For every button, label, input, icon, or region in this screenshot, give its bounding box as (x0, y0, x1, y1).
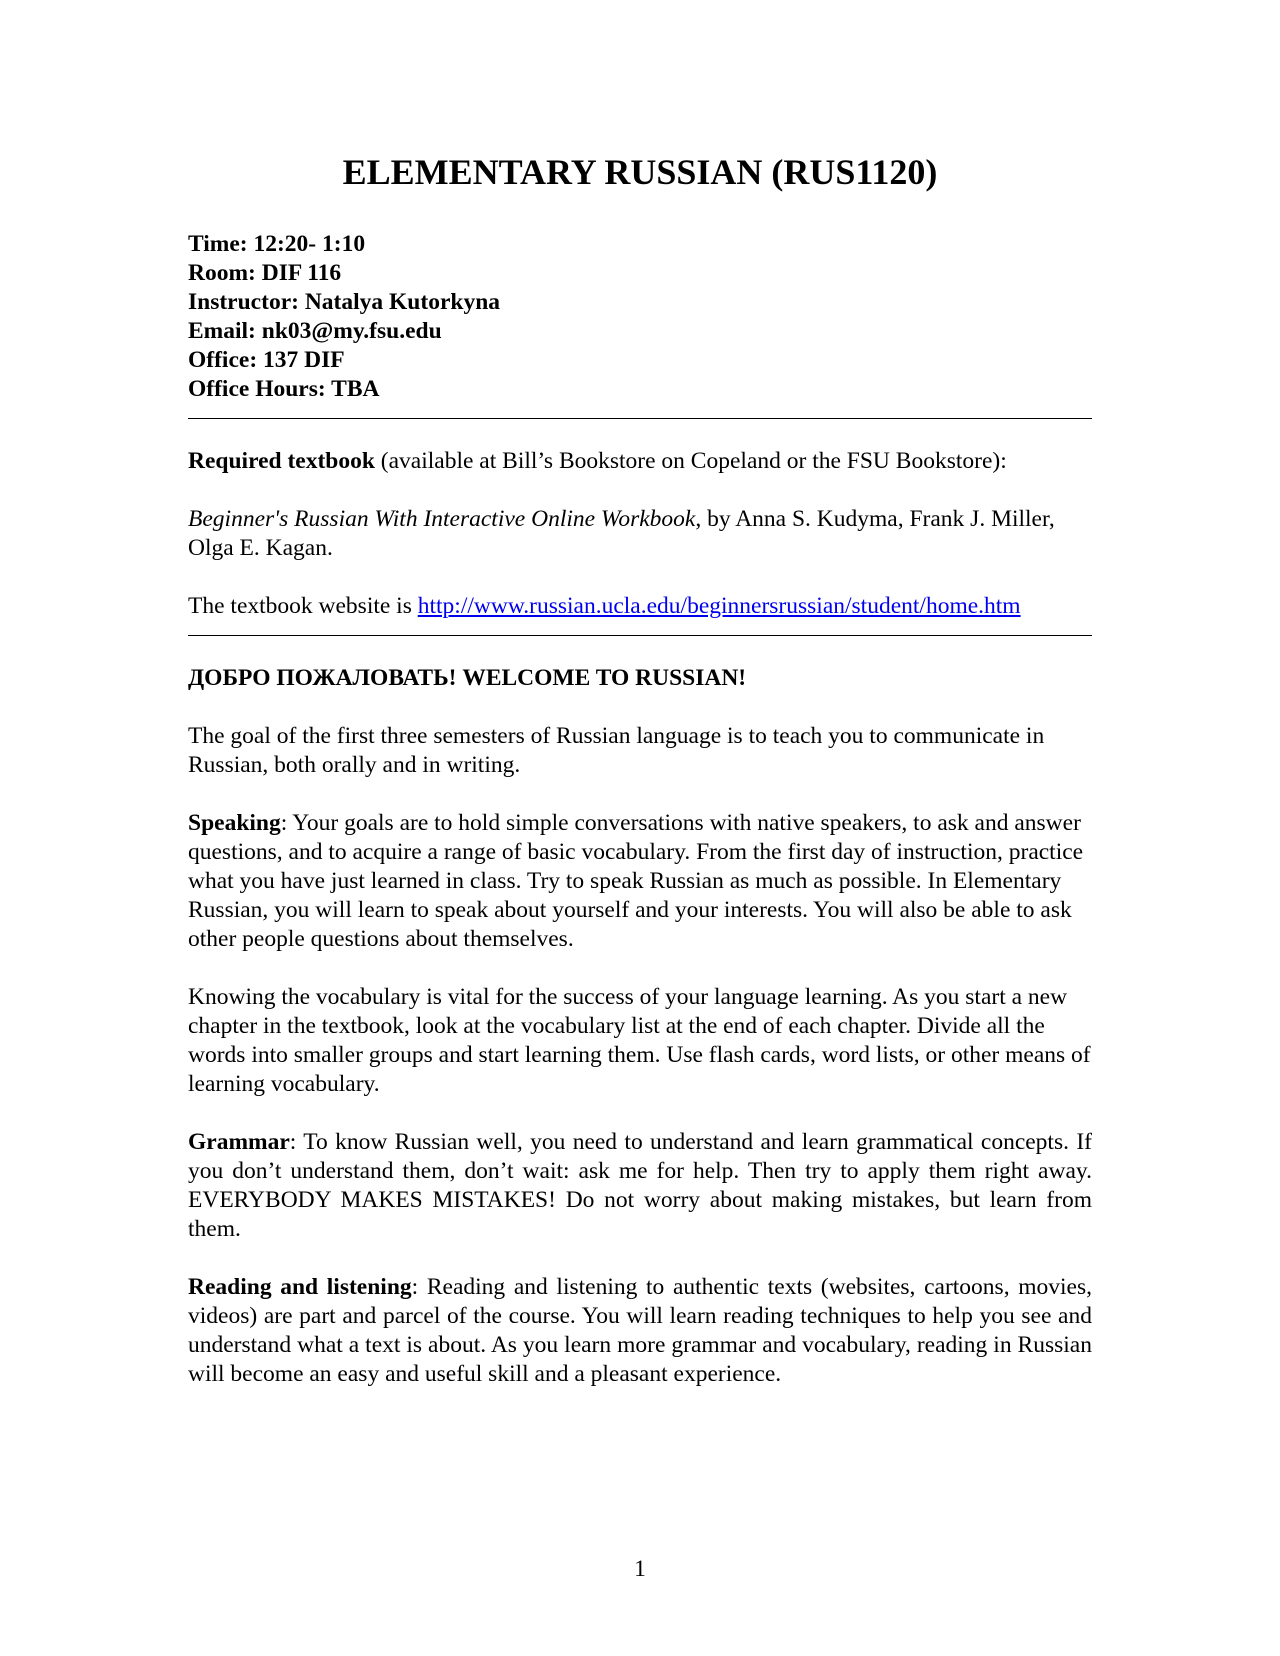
textbook-availability: (available at Bill’s Bookstore on Copeland or the FSU Bookstore): (374, 448, 1007, 474)
reading-text: : Reading and listening to authentic texts (websites, cartoons, movies, videos) are part and parcel of the course. You will learn reading techniques to help you see and understand what a text is about. As you learn more grammar and vocabulary, reading in Russian will become an easy and useful skill and a pleasant experience. (188, 1274, 1092, 1387)
reading-paragraph (188, 1273, 1092, 1389)
section-divider (188, 635, 1092, 636)
welcome-heading: ДОБРО ПОЖАЛОВАТЬ! WELCOME TO RUSSIAN! (188, 665, 747, 691)
vocabulary-paragraph: Knowing the vocabulary is vital for the success of your language learning. As you start a new chapter in the textbook, look at the vocabulary list at the end of each chapter. Divide all the words into smaller groups and start learning them. Use flash cards, word lists, or other means of learning vocabulary. (188, 984, 1091, 1097)
grammar-paragraph (188, 1128, 1092, 1244)
course-email: Email: nk03@my.fsu.edu (188, 318, 442, 344)
textbook-citation (188, 505, 1092, 563)
course-info-block (188, 230, 1092, 404)
course-office: Office: 137 DIF (188, 347, 345, 373)
textbook-requirement (188, 447, 1092, 476)
speaking-text: : Your goals are to hold simple conversations with native speakers, to ask and answer questions, and to acquire a range of basic vocabulary. From the first day of instruction, practice what you have just learned in class. Try to speak Russian as much as possible. In Elementary Russian, you will learn to speak about yourself and your interests. You will also be able to ask other people questions about themselves. (188, 810, 1084, 952)
textbook-authors: , by Anna S. Kudyma, Frank J. Miller, Olga E. Kagan. (188, 506, 1055, 561)
course-room: Room: DIF 116 (188, 260, 342, 286)
course-instructor: Instructor: Natalya Kutorkyna (188, 289, 501, 315)
welcome-intro: The goal of the first three semesters of Russian language is to teach you to communicate in Russian, both orally and in writing. (188, 723, 1045, 778)
reading-label: Reading and listening (188, 1274, 412, 1300)
textbook-website-link[interactable]: http://www.russian.ucla.edu/beginnersrussian/student/home.htm (417, 593, 1021, 619)
grammar-text: : To know Russian well, you need to understand and learn grammatical concepts. If you don’t understand them, don’t wait: ask me for help. Then try to apply them right away. EVERYBODY MAKES MISTAKES! Do not worry about making mistakes, but learn from them. (188, 1129, 1092, 1242)
textbook-heading: Required textbook (188, 448, 375, 474)
course-office-hours: Office Hours: TBA (188, 376, 380, 402)
page-number: 1 (634, 1556, 646, 1582)
textbook-website-label: The textbook website is (188, 593, 418, 619)
document-body (188, 150, 1092, 1418)
section-divider (188, 418, 1092, 419)
speaking-label: Speaking (188, 810, 281, 836)
textbook-title: Beginner's Russian With Interactive Online Workbook (188, 506, 696, 532)
course-time: Time: 12:20- 1:10 (188, 231, 366, 257)
textbook-website (188, 592, 1092, 621)
page-title: ELEMENTARY RUSSIAN (RUS1120) (342, 152, 938, 192)
speaking-paragraph (188, 809, 1092, 954)
grammar-label: Grammar (188, 1129, 290, 1155)
